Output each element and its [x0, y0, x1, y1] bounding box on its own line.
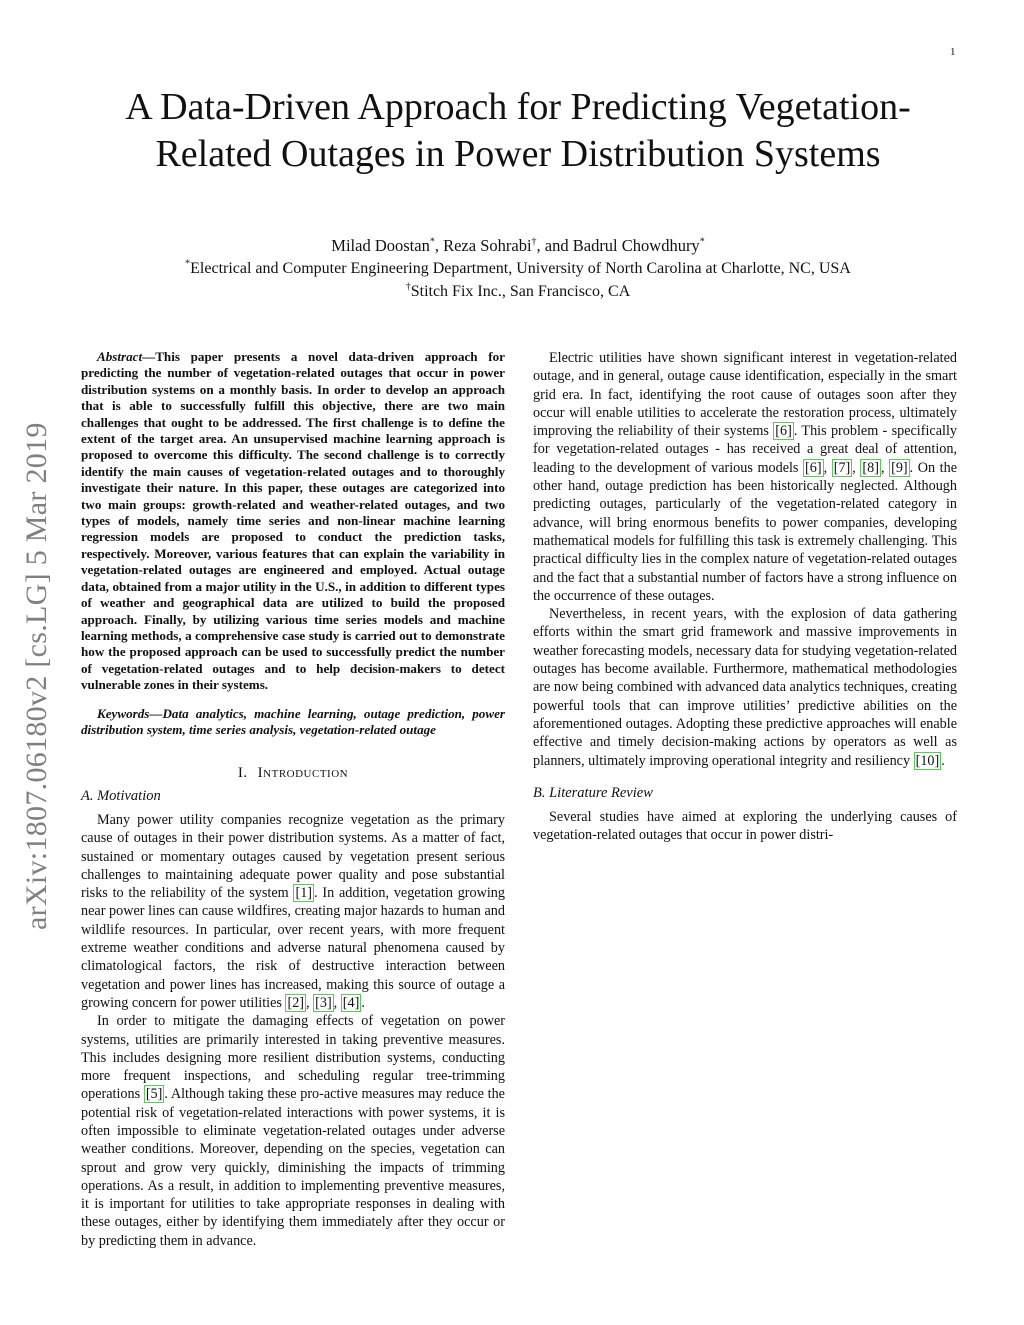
author-name: Reza Sohrabi [443, 236, 532, 255]
arxiv-identifier-stamp: arXiv:1807.06180v2 [cs.LG] 5 Mar 2019 [20, 422, 53, 930]
citation-link[interactable]: [4] [342, 994, 360, 1011]
citation-link[interactable]: [2] [287, 994, 305, 1011]
keywords [81, 706, 505, 739]
author-list: Milad Doostan*, Reza Sohrabi†, and Badrul Chowdhury* [331, 236, 705, 255]
citation-link[interactable]: [6] [775, 423, 792, 440]
affiliation-text: Electrical and Computer Engineering Department, University of North Carolina at Charlotte, NC, USA [190, 260, 851, 277]
author-mark: † [531, 236, 537, 248]
author-mark: * [699, 236, 705, 248]
section-number: I. [237, 765, 248, 782]
abstract [81, 349, 505, 694]
citation-link[interactable]: [1] [295, 885, 313, 902]
author-mark: * [429, 236, 435, 248]
affiliation-mark: * [185, 258, 191, 270]
section-heading-introduction [81, 764, 505, 782]
left-column [81, 349, 505, 1250]
abstract-text: This paper presents a novel data-driven approach for predicting the number of vegetation-related outages that occur in power distribution systems on a monthly basis. In order to develop an approach that is able to successfully fulfill this objective, there are two main challenges that ought to be addressed. The first challenge is to define the extent of the target area. An unsupervised machine learning approach is proposed to overcome this difficulty. The second challenge is to correctly identify the main causes of vegetation-related outages and to thoroughly investigate their nature. In this paper, these outages are categorized into two main groups: growth-related and weather-related outages, and two types of models, namely time series and non-linear machine learning regression models are proposed to conduct the prediction tasks, respectively. Moreover, various features that can explain the variability in vegetation-related outages are engineered and employed. Actual outage data, obtained from a major utility in the U.S., in addition to different types of weather and geographical data are utilized to build the proposed approach. Finally, by utilizing various time series models and machine learning methods, a comprehensive case study is carried out to demonstrate how the proposed approach can be used to successfully predict the number of vegetation-related outages and to help decision-makers to detect vulnerable zones in their systems. [81, 349, 505, 693]
paragraph-motivation-4: Nevertheless, in recent years, with the explosion of data gathering efforts within the smart grid framework and massive improvements in weather forecasting models, necessary data for studying vegetation-related outages has become available. Furthermore, mathematical methodologies are now being combined with advanced data analytics techniques, creating powerful tools that can improve utilities’ predictive abilities on the aforementioned outages. Adopting these predictive approaches will enable effective and timely decision-making actions by operators as well as planners, ultimately improving operational integrity and resiliency [10] . [533, 606, 957, 769]
paragraph-motivation-3: Electric utilities have shown significant interest in vegetation-related outage, and in general, outage cause identification, especially in the smart grid era. In fact, identifying the root cause of outages soon after they occur will enable utilities to accelerate the restoration process, ultimately improving the reliability of their systems [6] . This problem - specifically for vegetation-related outages - has received a great deal of attention, leading to the development of various models [6] , [7] , [8] , [9] . On the other hand, outage prediction has been historically neglected. Although predicting outages, particularly of the vegetation-related category in advance, will bring enormous benefits to power companies, developing mathematical models for fulfilling this task is extremely challenging. This practical difficulty lies in the complex nature of vegetation-related outages and the fact that a substantial number of factors have a strong influence on the occurrence of these outages. [533, 350, 958, 604]
paper-title: A Data-Driven Approach for Predicting Vegetation-Related Outages in Power Distribution Systems [125, 86, 911, 175]
affiliation-1 [80, 257, 956, 280]
citation-link[interactable]: [7] [833, 459, 851, 476]
right-column [533, 349, 957, 845]
keywords-text: Data analytics, machine learning, outage prediction, power distribution system, time series analysis, vegetation-related outage [81, 705, 505, 737]
citation-link[interactable]: [10] [915, 752, 940, 769]
citation-link[interactable]: [3] [315, 994, 332, 1011]
citation-link[interactable]: [9] [891, 459, 908, 476]
section-title: Introduction [257, 765, 349, 782]
affiliation-text: Stitch Fix Inc., San Francisco, CA [410, 283, 631, 300]
author-name: Milad Doostan [331, 236, 430, 255]
citation-link[interactable]: [8] [862, 459, 879, 476]
paragraph-literature-1: Several studies have aimed at exploring the underlying causes of vegetation-related outages that occur in power distri- [533, 809, 957, 844]
citation-link[interactable]: [5] [145, 1086, 163, 1103]
paragraph-motivation-2: In order to mitigate the damaging effects of vegetation on power systems, utilities are primarily interested in taking preventive measures. This includes designing more resilient distribution systems, conducting more frequent inspections, and scheduling regular tree-trimming operations [5] . Although taking these pro-active measures may reduce the potential risk of vegetation-related interactions with power systems, it is often impossible to eliminate vegetation-related outages under adverse weather conditions. Moreover, depending on the species, vegetation can sprout and grow very quickly, diminishing the impacts of trimming operations. As a result, in addition to implementing preventive measures, it is important for utilities to take appropriate responses in dealing with these outages, either by identifying them immediately after they occur or by predicting them in advance. [81, 1013, 505, 1249]
paragraph-motivation-1: Many power utility companies recognize vegetation as the primary cause of outages in their power distribution systems. As a matter of fact, sustained or momentary outages caused by vegetation present serious challenges to maintaining adequate power quality and pose substantial risks to the reliability of the system [1] . In addition, vegetation growing near power lines can cause wildfires, creating major hazards to human and wildlife resources. In particular, over recent years, with more frequent extreme weather conditions and adverse natural phenomena caused by climatological factors, the risk of destructive interaction between vegetation and power lines has increased, making this source of outage a growing concern for power utilities [2] , [3] , [4] . [81, 811, 505, 1011]
subsection-heading-literature-review: B. Literature Review [533, 784, 653, 801]
subsection-heading-motivation: A. Motivation [81, 787, 161, 804]
keywords-label: Keywords— [97, 705, 163, 721]
citation-link[interactable]: [6] [805, 459, 822, 476]
abstract-label: Abstract— [97, 349, 156, 364]
page-number: 1 [950, 46, 956, 58]
affiliation-2 [80, 280, 956, 303]
affiliation-mark: † [405, 281, 411, 293]
author-name: Badrul Chowdhury [572, 236, 700, 255]
